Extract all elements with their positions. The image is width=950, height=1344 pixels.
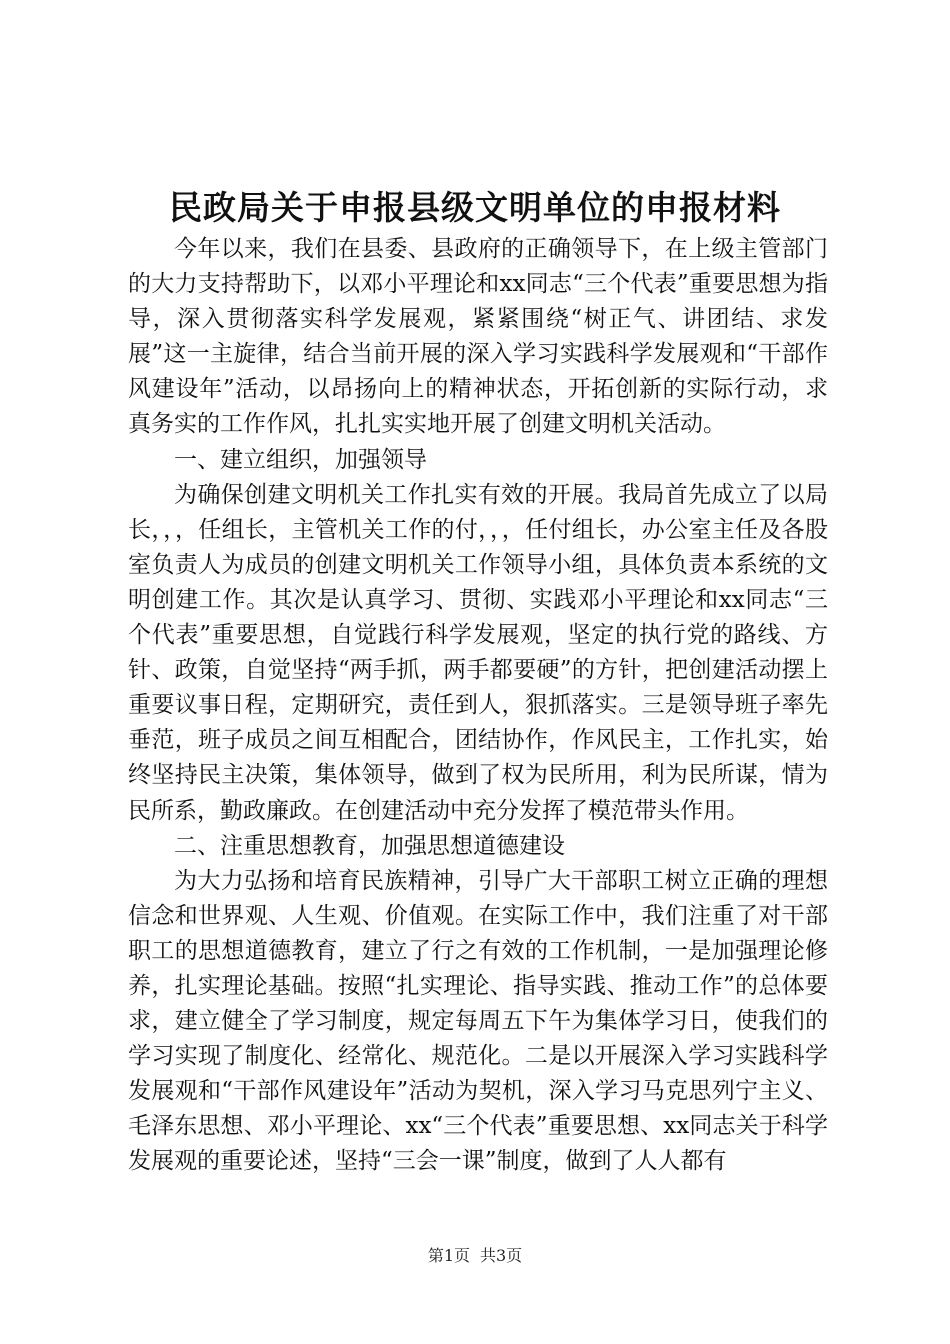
- document-body: [128, 232, 828, 1180]
- body-paragraph-intro: 今年以来，我们在县委、县政府的正确领导下，在上级主管部门的大力支持帮助下，以邓小平理论和xx同志“三个代表”重要思想为指导，深入贯彻落实科学发展观，紧紧围绕“树正气、讲团结、求发展”这一主旋律，结合当前开展的深入学习实践科学发展观和“干部作风建设年”活动，以昂扬向上的精神状态，开拓创新的实际行动，求真务实的工作作风，扎扎实实地开展了创建文明机关活动。: [128, 236, 828, 438]
- document-title: 民政局关于申报县级文明单位的申报材料: [169, 188, 781, 227]
- page-footer: [0, 1246, 950, 1266]
- page-total: 共3页: [480, 1246, 523, 1265]
- body-paragraph-section-2: 为大力弘扬和培育民族精神，引导广大干部职工树立正确的理想信念和世界观、人生观、价值观。在实际工作中，我们注重了对干部职工的思想道德教育，建立了行之有效的工作机制，一是加强理论修养，扎实理论基础。按照“扎实理论、指导实践、推动工作”的总体要求，建立健全了学习制度，规定每周五下午为集体学习日，使我们的学习实现了制度化、经常化、规范化。二是以开展深入学习实践科学发展观和“干部作风建设年”活动为契机，深入学习马克思列宁主义、毛泽东思想、邓小平理论、xx“三个代表”重要思想、xx同志关于科学发展观的重要论述，坚持“三会一课”制度，做到了人人都有: [128, 867, 828, 1175]
- page-number: 第1页: [427, 1246, 470, 1265]
- section-heading-2: 二、注重思想教育，加强思想道德建设: [174, 832, 565, 859]
- section-heading-1: 一、建立组织，加强领导: [174, 446, 427, 473]
- body-paragraph-section-1: 为确保创建文明机关工作扎实有效的开展。我局首先成立了以局长，，，任组长，主管机关工作的付，，，任付组长，办公室主任及各股室负责人为成员的创建文明机关工作领导小组，具体负责本系统的文明创建工作。其次是认真学习、贯彻、实践邓小平理论和xx同志“三个代表”重要思想，自觉践行科学发展观，坚定的执行党的路线、方针、政策，自觉坚持“两手抓，两手都要硬”的方针，把创建活动摆上重要议事日程，定期研究，责任到人，狠抓落实。三是领导班子率先垂范，班子成员之间互相配合，团结协作，作风民主，工作扎实，始终坚持民主决策，集体领导，做到了权为民所用，利为民所谋，情为民所系，勤政廉政。在创建活动中充分发挥了模范带头作用。: [128, 481, 828, 824]
